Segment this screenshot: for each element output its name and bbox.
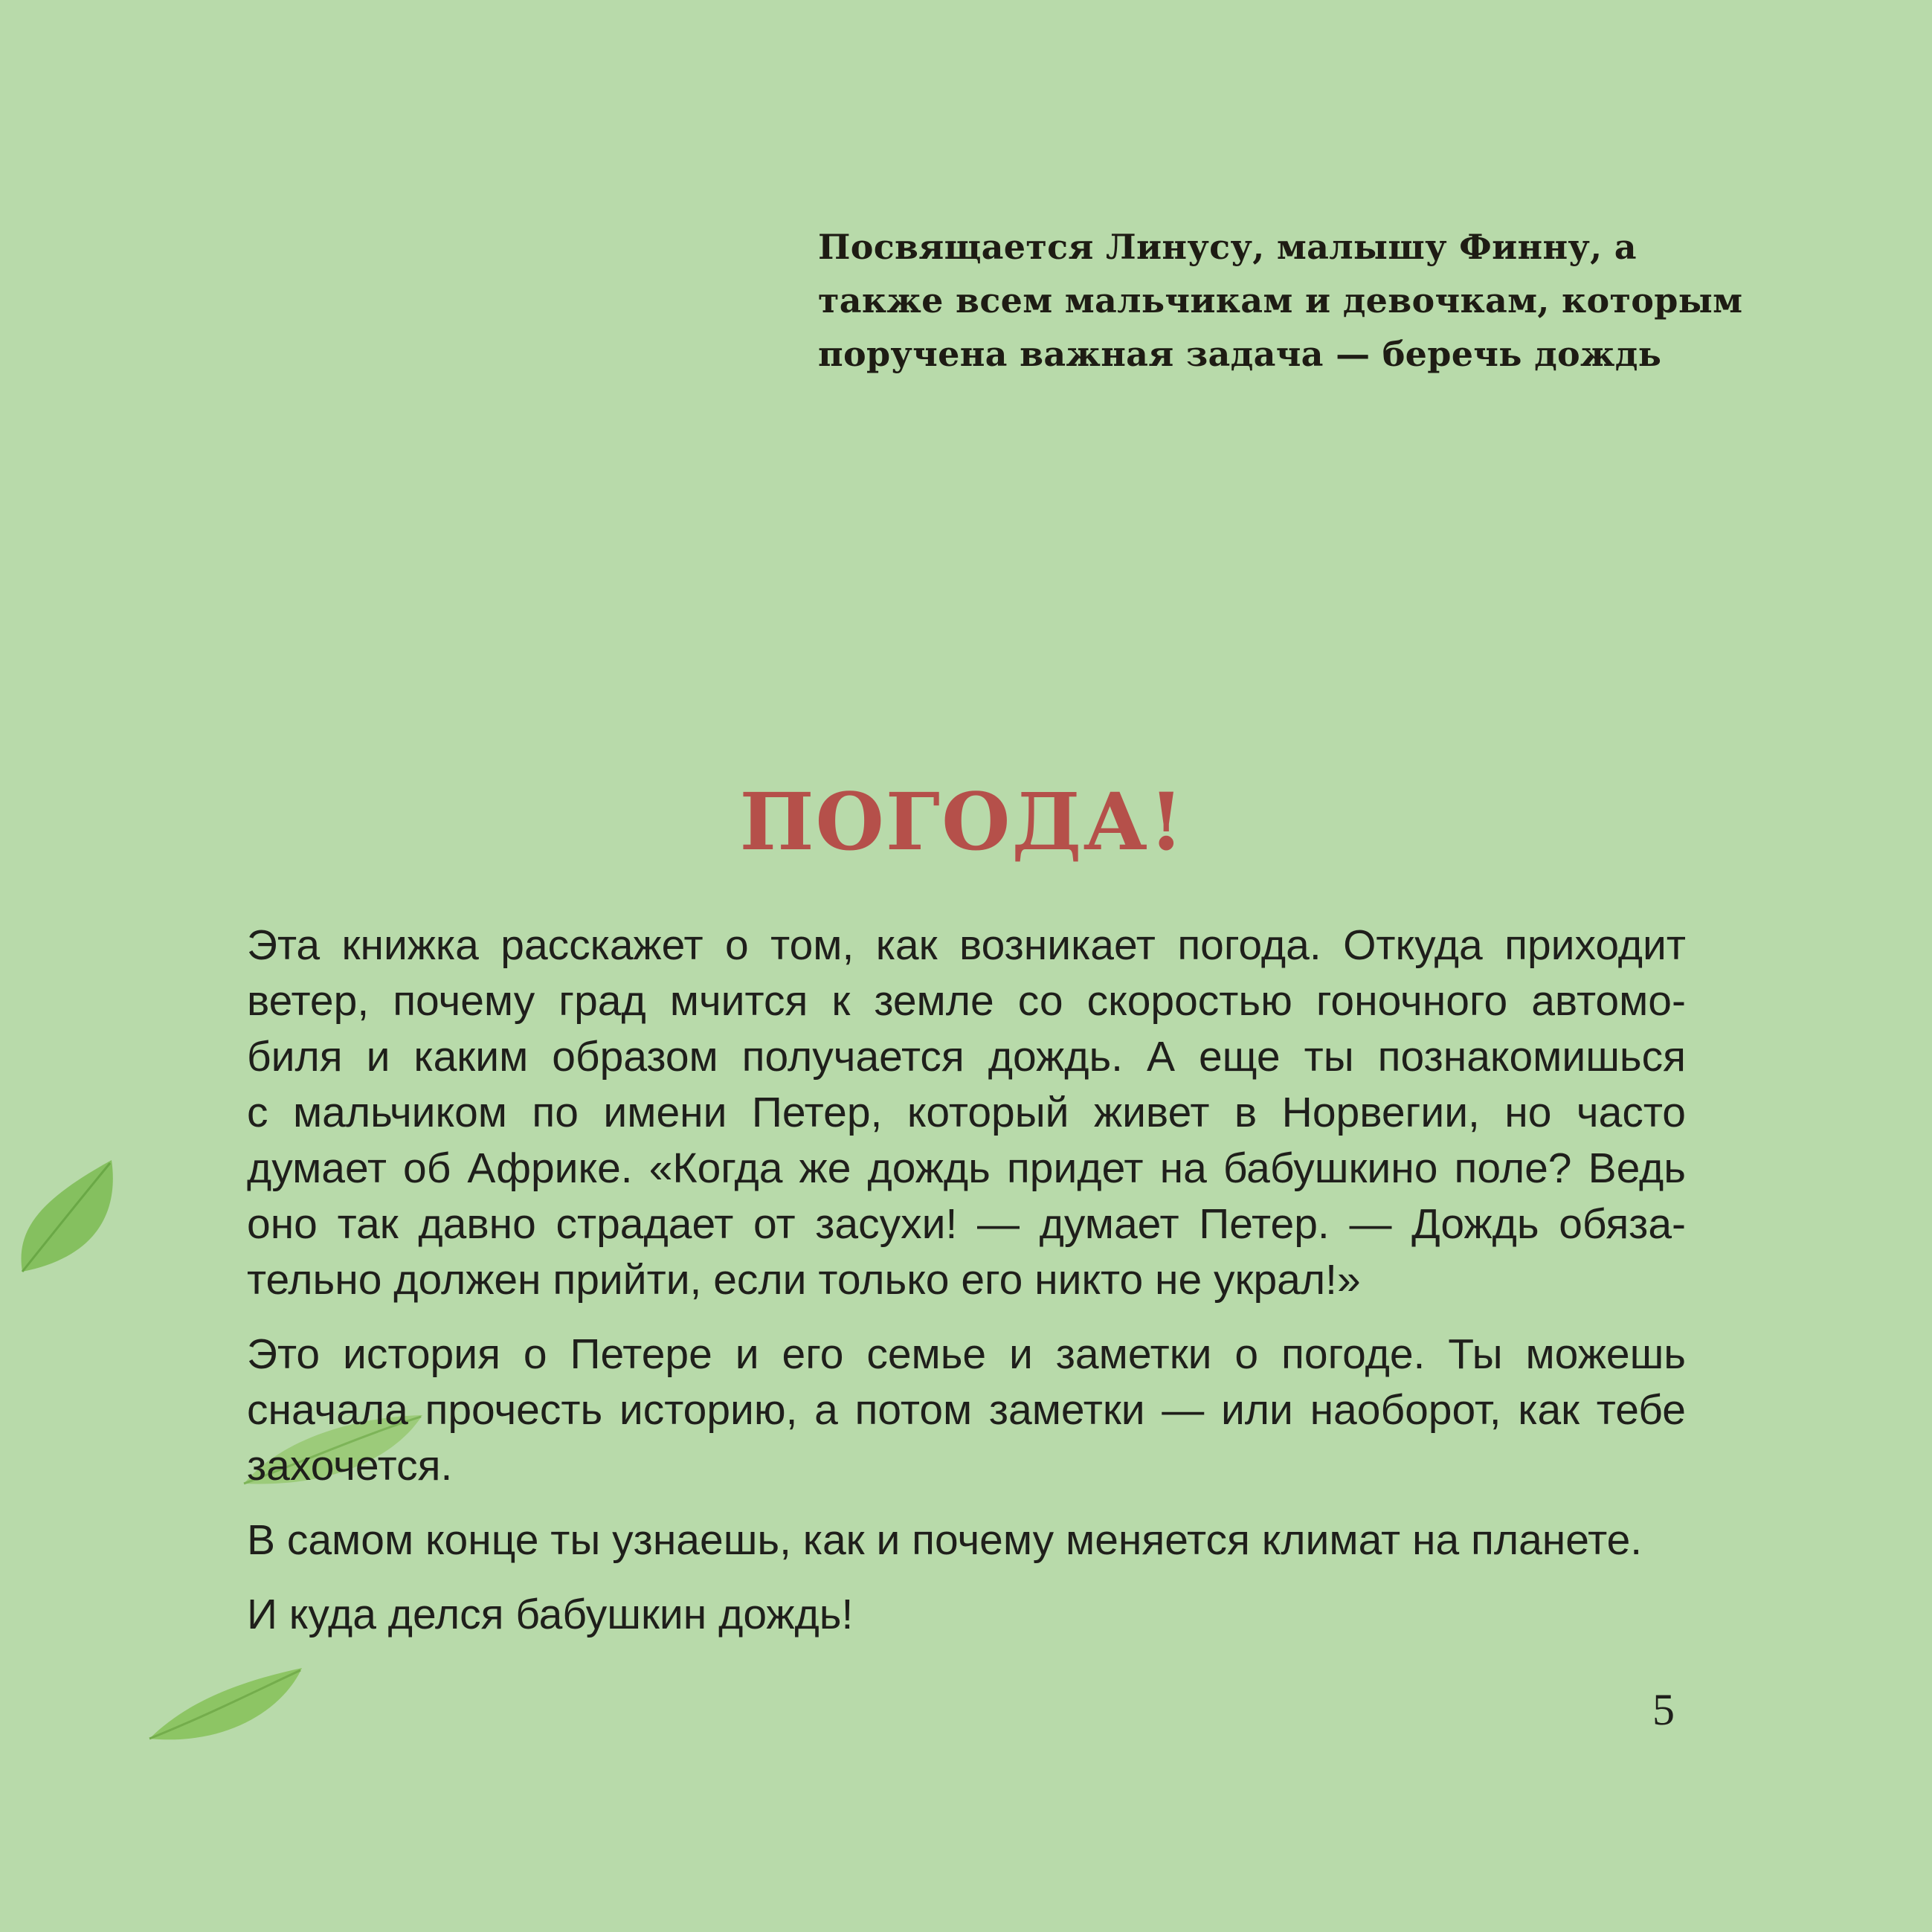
text-line: оно так давно страдает от засухи! — думает Петер. — Дождь обяза- [247,1200,1686,1248]
page-title [0,773,1932,870]
text-line: Это история о Петере и его семье и заметки о погоде. Ты можешь [247,1330,1686,1378]
dedication-line: Посвящается Линусу, малышу Финну, а [818,227,1637,267]
text-line: тельно должен прийти, если только его никто не украл!» [247,1256,1361,1304]
leaf-icon-left [15,1145,119,1279]
dedication-line: поручена важная задача — беречь дождь [818,334,1662,374]
text-line: ветер, почему град мчится к земле со скоростью гоночного автомо- [247,977,1686,1025]
text-line: В самом конце ты узнаешь, как и почему меняется климат на планете. [247,1516,1643,1564]
page-number: 5 [1652,1685,1675,1734]
intro-text [247,918,1686,1661]
paragraph [247,1513,1686,1568]
leaf-icon-bottom [146,1664,309,1746]
text-line: Эта книжка расскажет о том, как возникает погода. Откуда приходит [247,921,1686,969]
paragraph [247,1587,1686,1643]
text-line: сначала прочесть историю, а потом заметки — или наоборот, как тебе [247,1386,1686,1434]
title-text: ПОГОДА! [739,775,1185,868]
text-line: захочется. [247,1442,453,1490]
dedication-line: также всем мальчикам и девочкам, которым [818,280,1743,321]
paragraph [247,918,1686,1308]
text-line: биля и каким образом получается дождь. А еще ты познакомишься [247,1033,1686,1081]
text-line: И куда делся бабушкин дождь! [247,1591,854,1638]
paragraph [247,1327,1686,1494]
text-line: с мальчиком по имени Петер, который живет в Норвегии, но часто [247,1089,1686,1136]
dedication [818,220,1743,381]
text-line: думает об Африке. «Когда же дождь придет на бабушкино поле? Ведь [247,1144,1686,1192]
